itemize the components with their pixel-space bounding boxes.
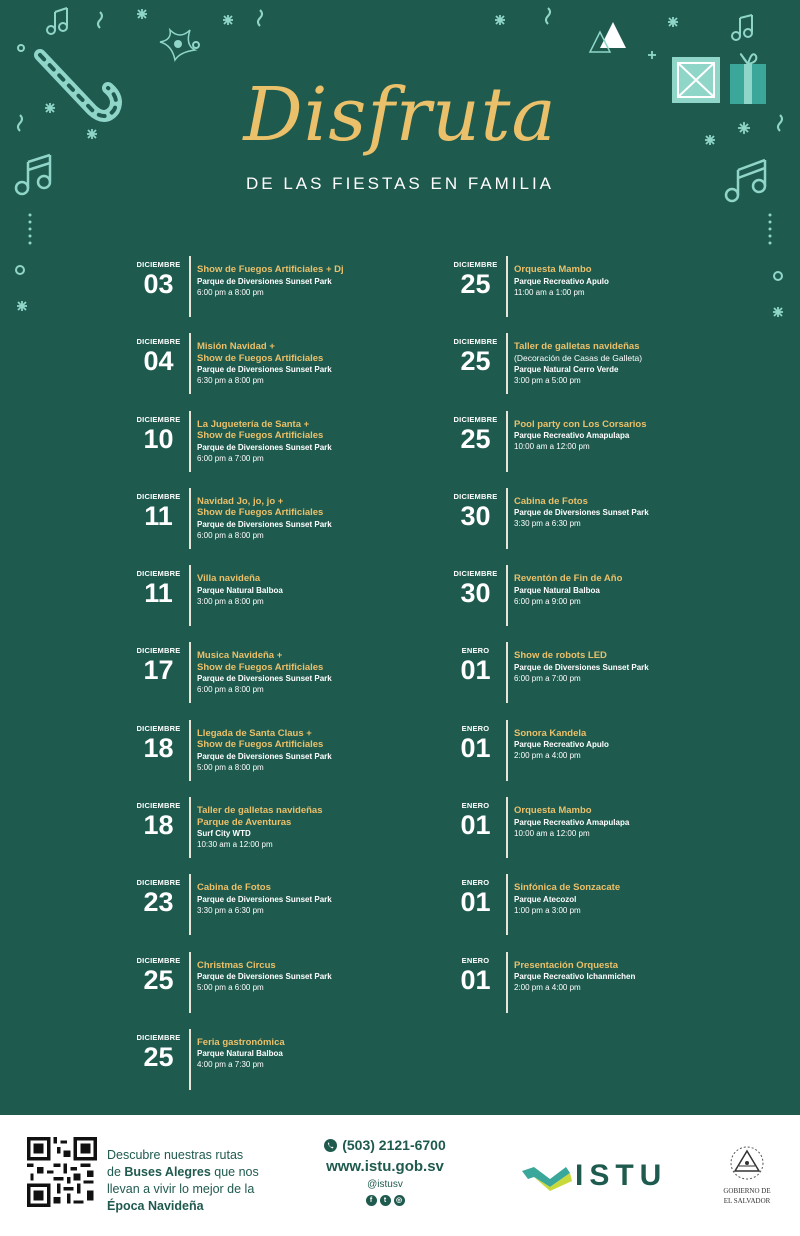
event-month: DICIEMBRE (453, 260, 498, 269)
event-month: DICIEMBRE (136, 491, 181, 501)
divider (189, 411, 191, 472)
event-month: DICIEMBRE (136, 414, 181, 424)
event-place: Parque Recreativo Apulo (514, 276, 609, 286)
gov-text-line: EL SALVADOR (723, 1197, 771, 1205)
event-title: Orquesta Mambo (514, 805, 592, 817)
event-time: 1:00 pm a 3:00 pm (514, 905, 581, 915)
event-day: 25 (143, 964, 174, 995)
event-time: 11:00 am a 1:00 pm (514, 287, 585, 297)
event-info (514, 264, 754, 298)
event-date (447, 878, 504, 916)
promo-text (107, 1147, 297, 1215)
event-place: Parque de Diversiones Sunset Park (197, 365, 332, 375)
events-right-column (447, 256, 747, 1029)
event-time: 5:00 pm a 6:00 pm (197, 983, 264, 993)
event-place: Surf City WTD (197, 829, 251, 839)
event-time: 3:30 pm a 6:30 pm (514, 519, 581, 529)
event-info (197, 960, 437, 994)
event-place: Parque de Diversiones Sunset Park (514, 662, 649, 672)
event-title-line2: Show de Fuegos Artificiales (197, 507, 324, 519)
event-date (130, 801, 187, 839)
event-time: 3:00 pm a 5:00 pm (514, 375, 581, 385)
promo-line (107, 1164, 297, 1181)
event-day: 25 (143, 1041, 174, 1072)
event-item (447, 488, 747, 565)
gov-text-line: GOBIERNO DE (723, 1187, 771, 1195)
event-place: Parque de Diversiones Sunset Park (514, 508, 649, 518)
event-item (130, 256, 430, 333)
event-info (197, 419, 437, 464)
event-place: Parque de Diversiones Sunset Park (197, 894, 332, 904)
event-time: 10:30 am a 12:00 pm (197, 840, 273, 850)
promo-highlight: Época Navideña (107, 1199, 204, 1213)
divider (189, 874, 191, 935)
event-day: 25 (460, 423, 491, 454)
social-handle[interactable]: @istusv (367, 1179, 403, 1190)
event-month: ENERO (461, 801, 490, 811)
event-day: 01 (460, 810, 491, 841)
event-title: La Juguetería de Santa + (197, 418, 310, 430)
event-title: Sonora Kandela (514, 727, 587, 739)
footer (0, 1115, 800, 1236)
event-title: Show de Fuegos Artificiales + Dj (197, 264, 344, 275)
event-info (197, 573, 437, 607)
promo-text-part: que nos (210, 1165, 259, 1179)
divider (189, 797, 191, 858)
event-month: DICIEMBRE (136, 801, 181, 811)
divider (189, 333, 191, 394)
divider (506, 488, 508, 549)
music-note-icon (47, 8, 67, 34)
event-day: 23 (143, 887, 174, 918)
event-item (130, 333, 430, 410)
event-item (130, 488, 430, 565)
event-info (514, 728, 754, 762)
event-place: Parque Natural Balboa (514, 585, 600, 595)
promo-line: llevan a vivir lo mejor de la (107, 1182, 255, 1196)
event-date (130, 724, 187, 762)
event-date (447, 724, 504, 762)
divider (506, 642, 508, 703)
event-place: Parque Natural Balboa (197, 585, 283, 595)
event-title: Navidad Jo, jo, jo + (197, 495, 284, 507)
promo-highlight: Buses Alegres (124, 1165, 211, 1179)
event-date (447, 260, 504, 298)
event-info (514, 573, 754, 607)
event-date (447, 646, 504, 684)
event-date (130, 260, 187, 298)
event-month: DICIEMBRE (136, 1032, 181, 1042)
event-info (514, 419, 754, 453)
event-day: 01 (460, 732, 491, 763)
coat-of-arms-icon (729, 1145, 765, 1181)
event-month: DICIEMBRE (136, 260, 181, 269)
event-month: DICIEMBRE (453, 414, 498, 424)
event-time: 10:00 am a 12:00 pm (514, 828, 590, 838)
divider (189, 642, 191, 703)
event-info (514, 650, 754, 684)
event-place: Parque de Diversiones Sunset Park (197, 276, 332, 286)
event-date (447, 337, 504, 375)
event-info (514, 882, 754, 916)
event-info (514, 341, 754, 386)
event-title: Feria gastronómica (197, 1036, 285, 1048)
event-date (447, 492, 504, 530)
divider (189, 1029, 191, 1090)
government-seal (712, 1145, 782, 1205)
twitter-icon[interactable]: t (380, 1195, 391, 1206)
event-item (130, 952, 430, 1029)
event-item (447, 720, 747, 797)
phone-number[interactable] (310, 1137, 460, 1153)
event-month: DICIEMBRE (136, 878, 181, 888)
event-title: Cabina de Fotos (197, 882, 271, 894)
event-time: 6:00 pm a 7:00 pm (514, 673, 581, 683)
event-title: Show de robots LED (514, 650, 607, 662)
event-day: 18 (143, 810, 174, 841)
event-title: Llegada de Santa Claus + (197, 727, 312, 739)
social-icons (310, 1195, 460, 1206)
event-day: 03 (143, 269, 174, 299)
event-info (514, 960, 754, 994)
event-day: 01 (460, 964, 491, 995)
event-info (197, 650, 437, 695)
promo-text-part: de (107, 1165, 125, 1179)
divider (506, 565, 508, 626)
event-day: 18 (143, 732, 174, 763)
page-subtitle: DE LAS FIESTAS EN FAMILIA (245, 174, 555, 193)
event-item (130, 411, 430, 488)
event-title: Pool party con Los Corsarios (514, 418, 647, 430)
event-time: 4:00 pm a 7:30 pm (197, 1060, 264, 1070)
divider (506, 333, 508, 394)
event-time: 6:00 pm a 8:00 pm (197, 287, 264, 297)
divider (506, 874, 508, 935)
event-month: DICIEMBRE (136, 723, 181, 733)
event-month: DICIEMBRE (136, 646, 181, 656)
event-day: 11 (144, 500, 173, 531)
event-item (130, 565, 430, 642)
divider (506, 720, 508, 781)
event-day: 04 (143, 346, 174, 377)
event-item (447, 411, 747, 488)
event-title: Christmas Circus (197, 959, 276, 971)
event-note: (Decoración de Casas de Galleta) (514, 352, 643, 363)
promo-line: Descubre nuestras rutas (107, 1148, 244, 1162)
event-date (447, 956, 504, 994)
event-day: 17 (143, 655, 174, 686)
event-time: 5:00 pm a 8:00 pm (197, 762, 264, 772)
event-title-line2: Show de Fuegos Artificiales (197, 739, 324, 751)
divider (506, 256, 508, 317)
event-place: Parque Recreativo Amapulapa (514, 431, 630, 441)
phone-text: (503) 2121-6700 (342, 1137, 446, 1153)
event-time: 2:00 pm a 4:00 pm (514, 751, 581, 761)
divider (506, 797, 508, 858)
event-month: ENERO (461, 646, 490, 656)
event-month: DICIEMBRE (453, 569, 498, 579)
event-place: Parque Natural Cerro Verde (514, 364, 619, 374)
divider (506, 952, 508, 1013)
event-title: Reventón de Fin de Año (514, 573, 623, 585)
event-month: ENERO (461, 723, 490, 733)
event-date (130, 492, 187, 530)
event-title-line2: Show de Fuegos Artificiales (197, 661, 324, 673)
event-title: Presentación Orquesta (514, 959, 619, 971)
event-time: 6:30 pm a 8:00 pm (197, 376, 264, 386)
event-month: DICIEMBRE (453, 337, 498, 347)
event-month: ENERO (461, 878, 490, 888)
event-day: 10 (143, 423, 174, 454)
event-place: Parque Natural Balboa (197, 1049, 283, 1059)
event-item (447, 797, 747, 874)
event-time: 3:30 pm a 6:30 pm (197, 905, 264, 915)
divider (189, 256, 191, 317)
event-time: 10:00 am a 12:00 pm (514, 442, 590, 452)
event-item (447, 642, 747, 719)
event-date (130, 415, 187, 453)
instagram-icon[interactable]: ◎ (394, 1195, 405, 1206)
event-info (197, 1037, 437, 1071)
event-title-line2: Show de Fuegos Artificiales (197, 352, 324, 364)
event-date (130, 569, 187, 607)
event-info (514, 805, 754, 839)
event-date (130, 337, 187, 375)
event-item (130, 874, 430, 951)
event-place: Parque de Diversiones Sunset Park (197, 972, 332, 982)
divider (189, 720, 191, 781)
event-date (130, 646, 187, 684)
event-date (130, 1033, 187, 1071)
event-time: 2:00 pm a 4:00 pm (514, 983, 581, 993)
event-date (447, 415, 504, 453)
istu-brand: ISTU (575, 1159, 668, 1192)
page-title: Disfruta (243, 72, 557, 158)
event-place: Parque de Diversiones Sunset Park (197, 519, 332, 529)
event-title: Cabina de Fotos (514, 495, 588, 507)
event-day: 01 (460, 887, 491, 918)
event-title: Villa navideña (197, 573, 261, 585)
event-time: 6:00 pm a 8:00 pm (197, 530, 264, 540)
event-item (447, 874, 747, 951)
event-item (130, 797, 430, 874)
event-day: 30 (460, 500, 491, 531)
event-item (447, 952, 747, 1029)
event-info (514, 496, 754, 530)
event-time: 6:00 pm a 9:00 pm (514, 596, 581, 606)
contact-block (310, 1137, 460, 1206)
qr-code-icon[interactable] (27, 1137, 97, 1207)
event-place: Parque Recreativo Apulo (514, 740, 609, 750)
event-day: 25 (460, 346, 491, 377)
event-title: Misión Navidad + (197, 341, 275, 353)
event-place: Parque Atecozol (514, 894, 577, 904)
christmas-tree-icon (590, 22, 626, 52)
event-place: Parque de Diversiones Sunset Park (197, 442, 332, 452)
event-month: ENERO (461, 955, 490, 965)
event-date (447, 801, 504, 839)
event-info (197, 496, 437, 541)
event-month: DICIEMBRE (136, 955, 181, 965)
event-month: DICIEMBRE (136, 337, 181, 347)
event-time: 3:00 pm a 8:00 pm (197, 596, 264, 606)
event-place: Parque Recreativo Ichanmichen (514, 972, 636, 982)
event-title: Musica Navideña + (197, 650, 283, 662)
divider (189, 488, 191, 549)
event-date (447, 569, 504, 607)
website-link[interactable]: www.istu.gob.sv (326, 1158, 444, 1175)
event-info (197, 264, 437, 298)
holly-icon (160, 30, 195, 60)
divider (189, 952, 191, 1013)
divider (189, 565, 191, 626)
event-date (130, 956, 187, 994)
event-title: Sinfónica de Sonzacate (514, 882, 621, 894)
event-place: Parque de Diversiones Sunset Park (197, 751, 332, 761)
event-item (130, 1029, 430, 1106)
event-time: 6:00 pm a 8:00 pm (197, 685, 264, 695)
event-place: Parque Recreativo Amapulapa (514, 817, 630, 827)
event-day: 01 (460, 655, 491, 686)
facebook-icon[interactable]: f (366, 1195, 377, 1206)
event-info (197, 882, 437, 916)
event-title: Orquesta Mambo (514, 264, 592, 275)
event-title-line2: Show de Fuegos Artificiales (197, 430, 324, 442)
event-item (447, 565, 747, 642)
divider (506, 411, 508, 472)
event-item (447, 333, 747, 410)
event-info (197, 805, 437, 850)
event-date (130, 878, 187, 916)
event-month: DICIEMBRE (453, 491, 498, 501)
event-day: 11 (144, 578, 173, 609)
event-item (130, 642, 430, 719)
event-day: 25 (460, 269, 491, 299)
event-item (130, 720, 430, 797)
event-place: Parque de Diversiones Sunset Park (197, 674, 332, 684)
event-info (197, 728, 437, 773)
event-title: Taller de galletas navideñas (197, 805, 323, 817)
event-time: 6:00 pm a 7:00 pm (197, 453, 264, 463)
dots-icon (29, 214, 772, 245)
event-title-line2: Parque de Aventuras (197, 816, 292, 828)
event-title: Taller de galletas navideñas (514, 341, 640, 353)
event-day: 30 (460, 578, 491, 609)
events-left-column (130, 256, 430, 1106)
phone-icon (324, 1139, 337, 1152)
event-item (447, 256, 747, 333)
music-note-icon (732, 15, 752, 40)
event-month: DICIEMBRE (136, 569, 181, 579)
event-info (197, 341, 437, 386)
